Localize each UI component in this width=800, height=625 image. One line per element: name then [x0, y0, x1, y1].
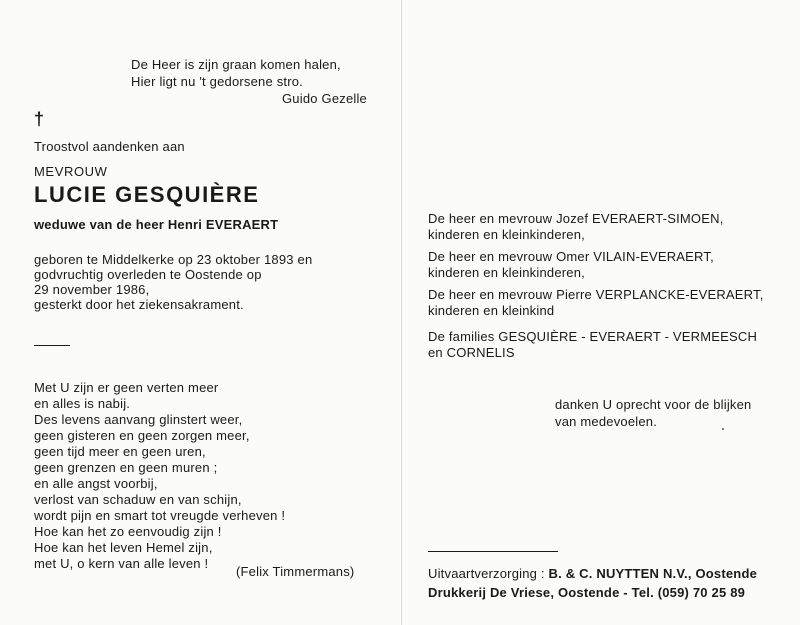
- printer-line: Drukkerij De Vriese, Oostende - Tel. (059) 70 25 89: [428, 585, 746, 600]
- family-line: De heer en mevrouw Jozef EVERAERT-SIMOEN,: [428, 211, 724, 226]
- funeral-value: B. & C. NUYTTEN N.V., Oostende: [548, 566, 758, 581]
- poem-line: met U, o kern van alle leven !: [34, 556, 209, 571]
- poem-line: Hoe kan het leven Hemel zijn,: [34, 540, 213, 555]
- thanks-line: van medevoelen.: [555, 414, 658, 429]
- divider-rule: [428, 551, 558, 552]
- family-group: [428, 211, 764, 243]
- poem-line: wordt pijn en smart tot vreugde verheven !: [34, 508, 286, 523]
- biography: [34, 252, 312, 312]
- family-group: [428, 249, 764, 281]
- bio-line: gesterkt door het ziekensakrament.: [34, 297, 244, 312]
- thanks-message: [555, 397, 751, 431]
- right-page: [401, 0, 800, 625]
- family-line: en CORNELIS: [428, 345, 515, 360]
- poem-line: verlost van schaduw en van schijn,: [34, 492, 242, 507]
- family-line: De heer en mevrouw Pierre VERPLANCKE-EVERAERT,: [428, 287, 764, 302]
- poem-line: en alle angst voorbij,: [34, 476, 158, 491]
- poem-line: Met U zijn er geen verten meer: [34, 380, 219, 395]
- family-group: [428, 287, 764, 319]
- bio-line: 29 november 1986,: [34, 282, 150, 297]
- family-line: kinderen en kleinkinderen,: [428, 265, 585, 280]
- funeral-line: [428, 566, 757, 585]
- bio-line: geboren te Middelkerke op 23 oktober 1893 en: [34, 252, 313, 267]
- poem-author: (Felix Timmermans): [236, 564, 355, 579]
- credits: [428, 566, 757, 604]
- quote-author: Guido Gezelle: [282, 91, 367, 106]
- family-list: [428, 211, 764, 367]
- memorial-intro: Troostvol aandenken aan: [34, 139, 185, 154]
- widow-line: weduwe van de heer Henri EVERAERT: [34, 217, 279, 232]
- poem: [34, 380, 285, 572]
- bio-line: godvruchtig overleden te Oostende op: [34, 267, 262, 282]
- family-group: [428, 329, 764, 361]
- poem-line: geen grenzen en geen muren ;: [34, 460, 218, 475]
- poem-line: geen tijd meer en geen uren,: [34, 444, 206, 459]
- poem-line: geen gisteren en geen zorgen meer,: [34, 428, 250, 443]
- poem-line: Des levens aanvang glinstert weer,: [34, 412, 243, 427]
- title-mevrouw: MEVROUW: [34, 164, 108, 179]
- cross-symbol: †: [34, 109, 45, 129]
- speck: [722, 428, 724, 430]
- poem-line: Hoe kan het zo eenvoudig zijn !: [34, 524, 222, 539]
- opening-quote: [131, 57, 341, 91]
- deceased-name: LUCIE GESQUIÈRE: [34, 182, 260, 207]
- funeral-label: Uitvaartverzorging :: [428, 566, 545, 581]
- family-line: kinderen en kleinkind: [428, 303, 555, 318]
- family-line: kinderen en kleinkinderen,: [428, 227, 585, 242]
- quote-line: Hier ligt nu 't gedorsene stro.: [131, 74, 303, 89]
- family-line: De families GESQUIÈRE - EVERAERT - VERMEESCH: [428, 329, 758, 344]
- poem-line: en alles is nabij.: [34, 396, 131, 411]
- divider-rule: [34, 345, 70, 346]
- family-line: De heer en mevrouw Omer VILAIN-EVERAERT,: [428, 249, 714, 264]
- thanks-line: danken U oprecht voor de blijken: [555, 397, 752, 412]
- quote-line: De Heer is zijn graan komen halen,: [131, 57, 341, 72]
